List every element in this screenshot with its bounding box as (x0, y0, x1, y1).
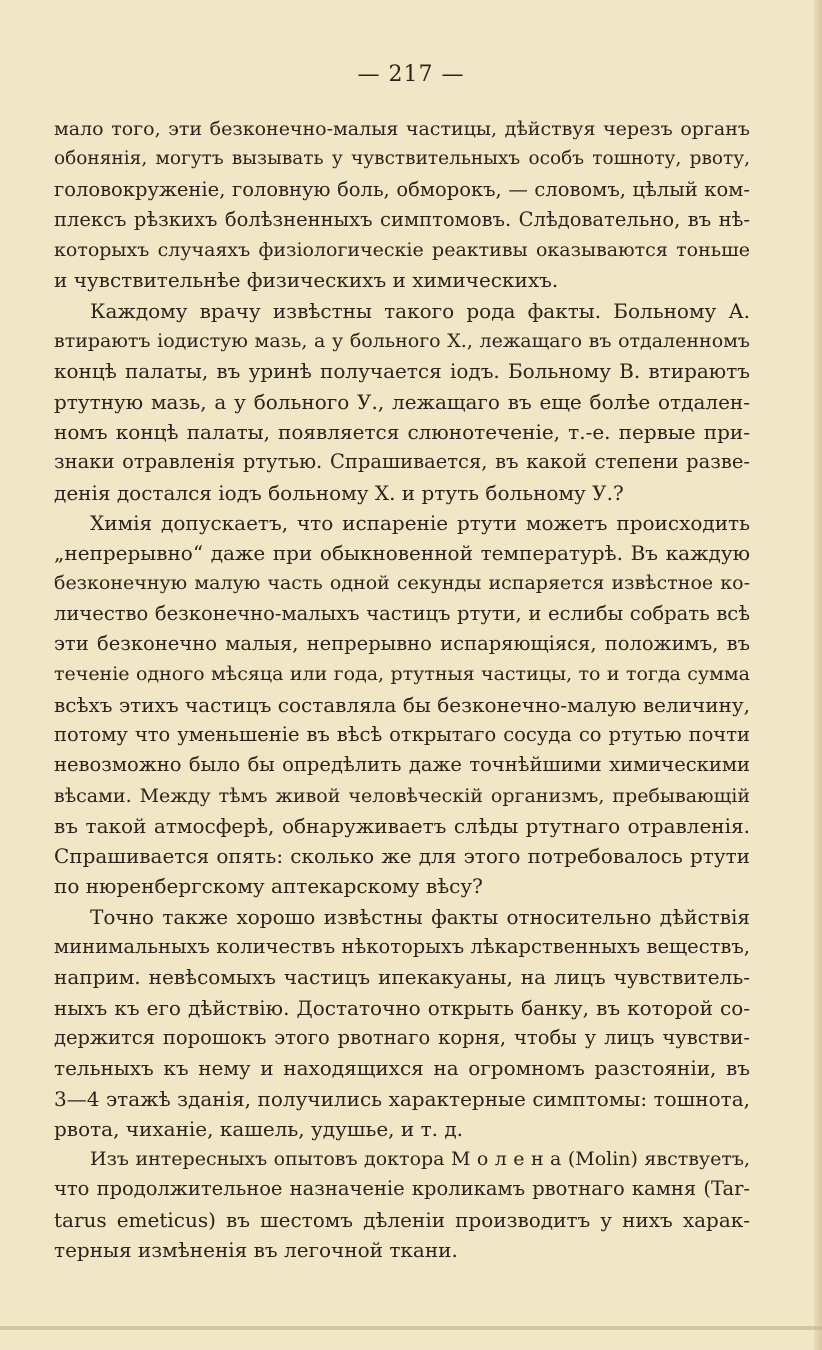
text-line: знаки отравленія ртутью. Спрашивается, въ какой степени разве- (54, 450, 750, 474)
text-line: Химія допускаетъ, что испареніе ртути можетъ происходить (90, 510, 750, 535)
paragraph-3 (54, 508, 750, 902)
text-line: денія достался іодъ больному Х. и ртуть больному У.? (54, 480, 624, 505)
text-line: держится порошокъ этого рвотнаго корня, чтобы у лицъ чувстви- (54, 1025, 750, 1049)
text-line: 3—4 этажѣ зданія, получились характерные симптомы: тошнота, (54, 1086, 750, 1111)
text-line: обонянія, могутъ вызывать у чувствительныхъ особъ тошноту, рвоту, (54, 148, 750, 170)
text-line: головокруженіе, головную боль, обморокъ, — словомъ, цѣлый ком- (54, 177, 750, 201)
text-line: вѣсами. Между тѣмъ живой человѣческій организмъ, пребывающій (54, 784, 750, 807)
text-line: и чувствительнѣе физическихъ и химическихъ. (54, 268, 559, 293)
text-line: по нюренбергскому аптекарскому вѣсу? (54, 874, 483, 899)
text-line: безконечную малую часть одной секунды испаряется извѣстное ко- (54, 572, 750, 595)
text-line: минимальныхъ количествъ нѣкоторыхъ лѣкарственныхъ веществъ, (54, 935, 750, 959)
text-line: мало того, эти безконечно-малыя частицы, дѣйствуя черезъ органъ (54, 118, 750, 140)
text-line: Каждому врачу извѣстны такого рода факты. Больному А. (90, 298, 750, 323)
text-line: ныхъ къ его дѣйствію. Достаточно открыть банку, въ которой со- (54, 995, 750, 1020)
paragraph-5 (54, 1144, 750, 1265)
page-number: — 217 — (357, 62, 465, 87)
body-text (54, 114, 750, 1265)
text-line: что продолжительное назначеніе кроликамъ рвотнаго камня (Tar- (54, 1177, 750, 1201)
text-line: личество безконечно-малыхъ частицъ ртути, и еслибы собрать всѣ (54, 601, 750, 625)
text-line: втираютъ іодистую мазь, а у больного Х., лежащаго въ отдаленномъ (54, 330, 750, 353)
text-line: номъ концѣ палаты, появляется слюнотеченіе, т.-е. первые при- (54, 419, 750, 444)
text-line: концѣ палаты, въ уринѣ получается іодъ. Больному В. втираютъ (54, 359, 750, 384)
paragraph-4 (54, 902, 750, 1144)
text-line: Точно также хорошо извѣстны факты относительно дѣйствія (90, 904, 750, 929)
paragraph-1 (54, 114, 750, 296)
text-line: въ такой атмосферѣ, обнаруживаетъ слѣды ртутнаго отравленія. (54, 813, 750, 838)
text-line: потому что уменьшеніе въ вѣсѣ открытаго сосуда со ртутью почти (54, 722, 750, 746)
text-line: tarus emeticus) въ шестомъ дѣленіи производитъ у нихъ харак- (54, 1207, 750, 1232)
text-line: всѣхъ этихъ частицъ составляла бы безконечно-малую величину, (54, 692, 750, 717)
text-line: невозможно было бы опредѣлить даже точнѣйшими химическими (54, 753, 750, 777)
text-line: ртутную мазь, а у больного У., лежащаго въ еще болѣе отдален- (54, 389, 750, 414)
text-line: Спрашивается опять: сколько же для этого потребовалось ртути (54, 844, 750, 869)
text-line: теченіе одного мѣсяца или года, ртутныя частицы, то и тогда сумма (54, 663, 750, 686)
text-line: наприм. невѣсомыхъ частицъ ипекакуаны, на лицъ чувствитель- (54, 965, 750, 990)
paragraph-2 (54, 296, 750, 508)
text-line: терныя измѣненія въ легочной ткани. (54, 1237, 458, 1262)
bottom-rule (0, 1326, 822, 1330)
text-line: тельныхъ къ нему и находящихся на огромномъ разстояніи, въ (54, 1056, 750, 1081)
text-line: „непрерывно“ даже при обыкновенной температурѣ. Въ каждую (54, 541, 750, 566)
page-edge (814, 0, 822, 1350)
text-line: рвота, чиханіе, кашель, удушье, и т. д. (54, 1116, 464, 1141)
text-line: эти безконечно малыя, непрерывно испаряющіяся, положимъ, въ (54, 632, 750, 656)
text-line: которыхъ случаяхъ физіологическіе реактивы оказываются тоньше (54, 239, 750, 262)
text-line: плексъ рѣзкихъ болѣзненныхъ симптомовъ. Слѣдовательно, въ нѣ- (54, 207, 750, 231)
text-line: Изъ интересныхъ опытовъ доктора М о л е н а (Molin) явствуетъ, (90, 1148, 750, 1171)
